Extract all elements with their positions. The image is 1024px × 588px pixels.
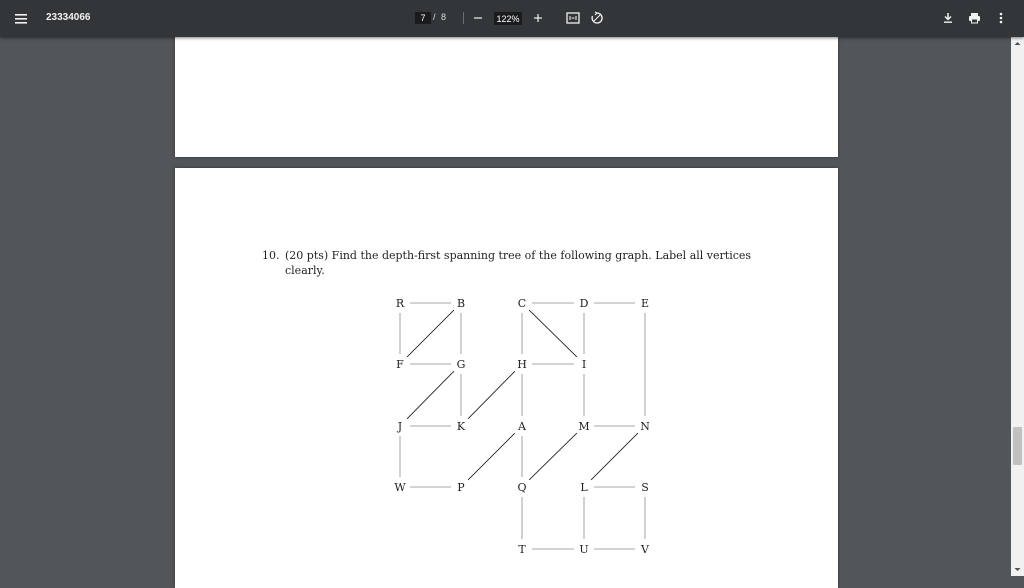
- download-icon: [942, 12, 954, 24]
- pdf-toolbar: [0, 0, 1024, 37]
- zoom-out-icon: [473, 13, 483, 23]
- edge-G-J: [407, 371, 454, 419]
- question-text: (20 pts) Find the depth-first spanning tree of the following graph. Label all vertices clearly.: [285, 249, 752, 277]
- pdf-page-current: [175, 168, 838, 588]
- download-button[interactable]: [940, 10, 956, 26]
- vertex-T: T: [518, 543, 526, 556]
- page-number-input[interactable]: 7: [415, 12, 431, 24]
- toolbar-divider: [463, 12, 464, 24]
- edge-B-F: [407, 310, 454, 357]
- page-total: 8: [441, 12, 447, 22]
- triangle-up-icon: [1011, 37, 1024, 50]
- vertex-H: H: [517, 358, 527, 371]
- pdf-page-previous: [175, 37, 838, 157]
- vertex-G: G: [456, 358, 466, 371]
- fit-page-button[interactable]: [565, 10, 581, 26]
- vertex-I: I: [581, 358, 587, 371]
- vertex-J: J: [397, 420, 403, 433]
- scroll-down-arrow[interactable]: [1011, 563, 1024, 576]
- print-button[interactable]: [966, 10, 982, 26]
- vertical-scrollbar[interactable]: [1011, 37, 1024, 576]
- edge-P-A: [468, 433, 515, 480]
- edge-K-H: [468, 371, 515, 419]
- document-title: 23334066: [46, 12, 91, 23]
- graph-figure: [175, 168, 838, 576]
- rotate-button[interactable]: [589, 10, 605, 26]
- vertex-E: E: [640, 297, 650, 310]
- vertex-M: M: [578, 420, 590, 433]
- menu-icon[interactable]: [10, 7, 34, 31]
- zoom-in-button[interactable]: [530, 10, 546, 26]
- vertex-W: W: [394, 481, 406, 494]
- page-separator: /: [433, 12, 436, 22]
- vertex-R: R: [395, 297, 405, 310]
- zoom-in-icon: [533, 13, 543, 23]
- more-options-button[interactable]: [993, 10, 1009, 26]
- vertex-U: U: [579, 543, 589, 556]
- scroll-up-arrow[interactable]: [1011, 37, 1024, 50]
- vertex-A: A: [518, 420, 526, 433]
- vertex-N: N: [640, 420, 650, 433]
- print-icon: [968, 12, 981, 24]
- vertex-B: B: [456, 297, 466, 310]
- zoom-out-button[interactable]: [470, 10, 486, 26]
- vertex-F: F: [396, 358, 404, 371]
- more-vert-icon: [999, 12, 1003, 24]
- scroll-thumb[interactable]: [1013, 427, 1022, 465]
- question-number: 10.: [262, 249, 280, 262]
- zoom-level-input[interactable]: 122%: [494, 12, 522, 25]
- vertex-S: S: [641, 481, 649, 494]
- vertex-C: C: [517, 297, 527, 310]
- vertex-Q: Q: [517, 481, 527, 494]
- edge-L-N: [591, 433, 638, 480]
- rotate-icon: [590, 11, 604, 25]
- vertex-K: K: [456, 420, 466, 433]
- vertex-V: V: [641, 543, 649, 556]
- fit-page-icon: [566, 12, 580, 24]
- vertex-D: D: [579, 297, 589, 310]
- edge-C-I: [529, 310, 577, 357]
- edge-Q-M: [529, 433, 577, 480]
- vertex-P: P: [457, 481, 465, 494]
- vertex-L: L: [580, 481, 588, 494]
- triangle-down-icon: [1011, 563, 1024, 576]
